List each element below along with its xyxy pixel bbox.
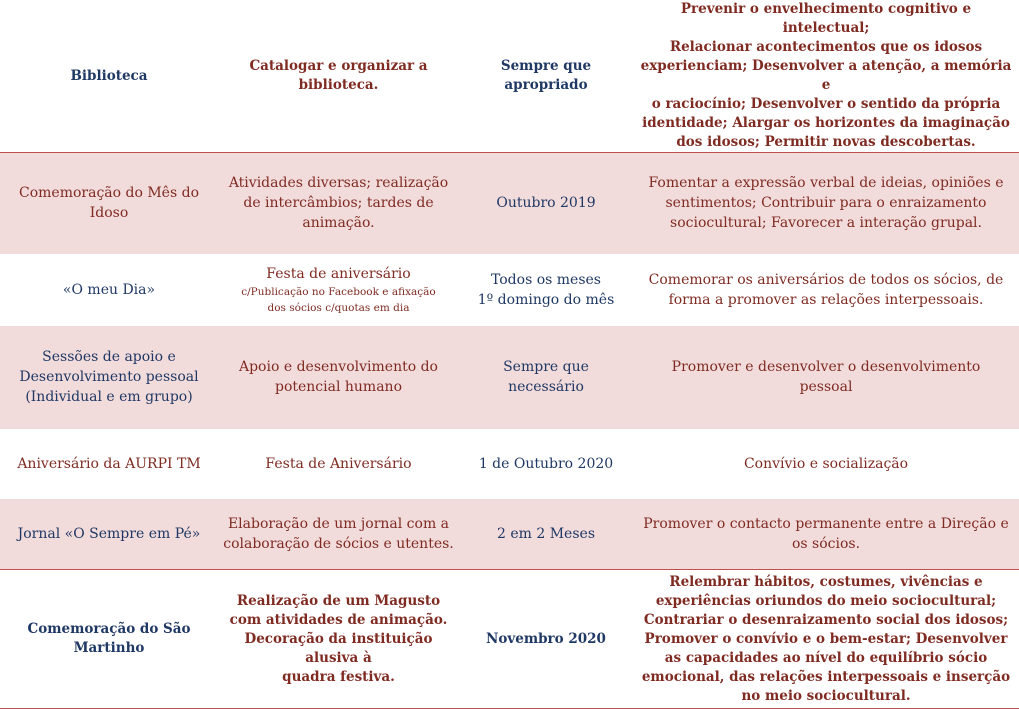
objectives-cell: Prevenir o envelhecimento cognitivo e intelectual; Relacionar acontecimentos que os idosos experienciam; Desenvolver a atenção, a memória e o raciocínio; Desenvolver o sentido da própria identidade; Alargar os horizontes da imaginação dos idosos; Permitir novas descobertas. xyxy=(633,0,1019,153)
schedule-cell: Outubro 2019 xyxy=(459,153,633,254)
description-cell: Festa de aniversário c/Publicação no Facebook e afixação dos sócios c/quotas em dia xyxy=(241,265,436,314)
objectives-cell: Relembrar hábitos, costumes, vivências e experiências oriundos do meio sociocultural; Contrariar o desenraizamento social dos idosos; Promover o convívio e o bem-estar; Desenvolver as capacidades ao nível do equilíbrio sócio emocional, das relações interpessoais e inserção no meio sociocultural. xyxy=(633,570,1019,709)
description-cell: Elaboração de um jornal com a colaboração de sócios e utentes. xyxy=(218,499,459,570)
objectives-cell: Promover o contacto permanente entre a Direção e os sócios. xyxy=(633,499,1019,570)
schedule-cell: Todos os meses 1º domingo do mês xyxy=(477,271,615,308)
description-cell: Festa de Aniversário xyxy=(265,455,412,472)
schedule-cell: Novembro 2020 xyxy=(459,570,633,709)
table-row xyxy=(0,429,1019,499)
activity-cell: Sessões de apoio e Desenvolvimento pessoal (Individual e em grupo) xyxy=(0,326,218,429)
schedule-cell: Sempre que apropriado xyxy=(459,0,633,153)
table-row xyxy=(0,254,1019,326)
table-row xyxy=(0,570,1019,709)
objectives-cell: Comemorar os aniversários de todos os sócios, de forma a promover as relações interpessoais. xyxy=(648,271,1004,308)
schedule-cell: Sempre que necessário xyxy=(459,326,633,429)
description-cell: Realização de um Magusto com atividades de animação. Decoração da instituição alusiva à quadra festiva. xyxy=(218,570,459,709)
objectives-cell: Promover e desenvolver o desenvolvimento pessoal xyxy=(633,326,1019,429)
description-cell: Apoio e desenvolvimento do potencial humano xyxy=(218,326,459,429)
table-row xyxy=(0,153,1019,254)
schedule-cell: 2 em 2 Meses xyxy=(459,499,633,570)
table-row xyxy=(0,326,1019,429)
activity-cell: Comemoração do São Martinho xyxy=(0,570,218,709)
objectives-cell: Fomentar a expressão verbal de ideias, opiniões e sentimentos; Contribuir para o enraizamento sociocultural; Favorecer a interação grupal. xyxy=(633,153,1019,254)
description-cell: Atividades diversas; realização de intercâmbios; tardes de animação. xyxy=(218,153,459,254)
schedule-cell: 1 de Outubro 2020 xyxy=(478,455,614,472)
activity-cell: Aniversário da AURPI TM xyxy=(17,455,201,472)
activity-cell: Biblioteca xyxy=(0,0,218,153)
table-row xyxy=(0,499,1019,570)
activity-cell: «O meu Dia» xyxy=(62,281,156,298)
description-cell: Catalogar e organizar a biblioteca. xyxy=(218,0,459,153)
activity-cell: Jornal «O Sempre em Pé» xyxy=(0,499,218,570)
objectives-cell: Convívio e socialização xyxy=(743,455,909,472)
activity-cell: Comemoração do Mês do Idoso xyxy=(0,153,218,254)
table-row xyxy=(0,0,1019,153)
